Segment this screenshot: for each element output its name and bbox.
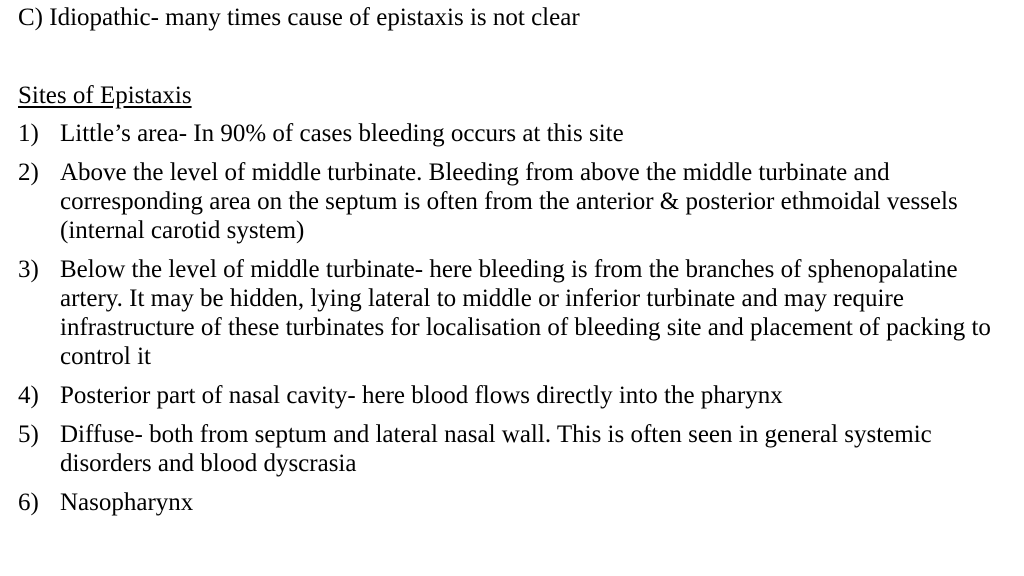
item-number: 5) — [18, 421, 39, 448]
item-text: Nasopharynx — [60, 489, 194, 516]
item-text: Posterior part of nasal cavity- here blood flows directly into the pharynx — [60, 382, 783, 409]
item-text: Little’s area- In 90% of cases bleeding occurs at this site — [60, 120, 624, 147]
list-item — [18, 488, 1018, 517]
item-number: 1) — [18, 120, 39, 147]
list-item — [18, 158, 1018, 245]
list-item — [18, 420, 1018, 478]
list-item — [18, 381, 1018, 410]
item-text: Above the level of middle turbinate. Bleeding from above the middle turbinate and corresponding area on the septum is often from the anterior & posterior ethmoidal vessels (internal carotid system) — [60, 159, 958, 244]
item-text: Diffuse- both from septum and lateral nasal wall. This is often seen in general systemic disorders and blood dyscrasia — [60, 421, 932, 477]
sites-list — [18, 119, 1018, 527]
intro-line: C) Idiopathic- many times cause of epistaxis is not clear — [18, 4, 580, 31]
item-number: 6) — [18, 489, 39, 516]
item-number: 2) — [18, 159, 39, 186]
item-text: Below the level of middle turbinate- here bleeding is from the branches of sphenopalatine artery. It may be hidden, lying lateral to middle or inferior turbinate and may require infrastructure of these turbinates for localisation of bleeding site and placement of packing to control it — [60, 256, 991, 370]
list-item — [18, 255, 1018, 371]
item-number: 3) — [18, 256, 39, 283]
list-item — [18, 119, 1018, 148]
item-number: 4) — [18, 382, 39, 409]
section-title: Sites of Epistaxis — [18, 82, 192, 109]
